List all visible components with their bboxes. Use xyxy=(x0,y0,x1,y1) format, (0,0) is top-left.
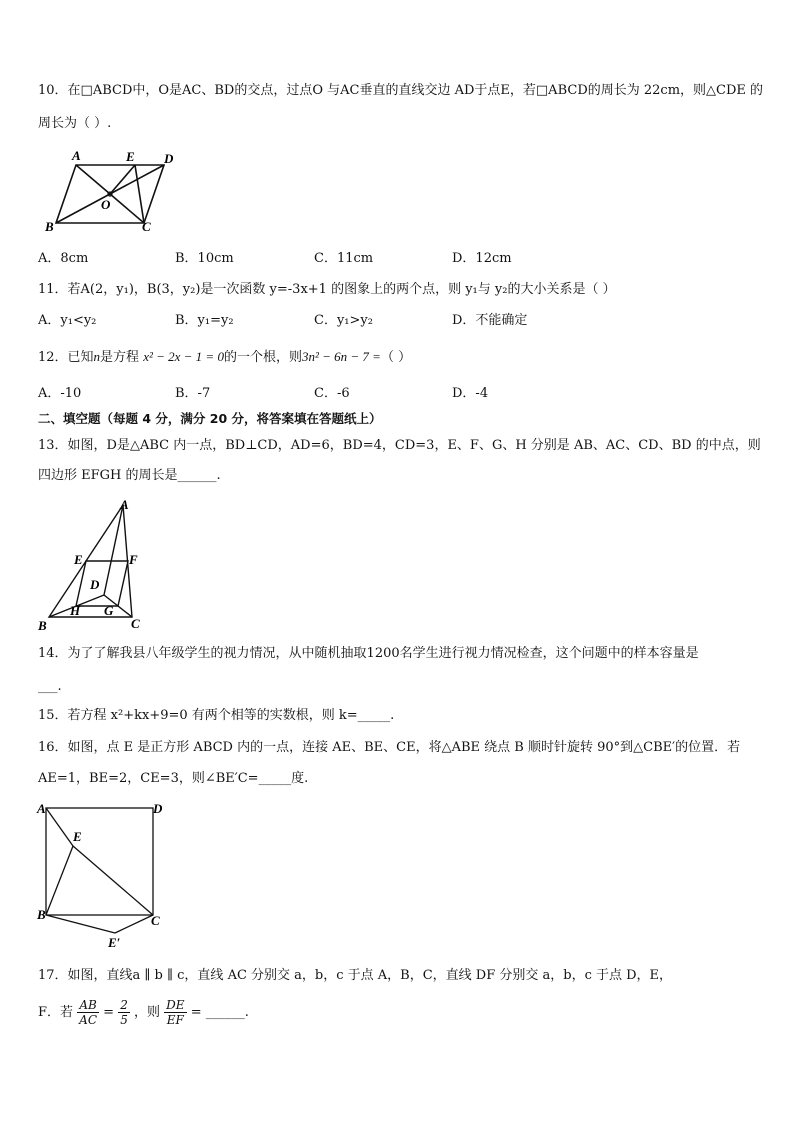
q10-label-b: B xyxy=(45,219,54,234)
q13-label-g: G xyxy=(104,603,114,618)
q11-text: 11．若A(2，y₁)，B(3，y₂)是一次函数 y=-3x+1 的图象上的两个点，则 y₁与 y₂的大小关系是（ ） xyxy=(38,282,616,297)
q10-line1: 10．在□ABCD中，O是AC、BD的交点，过点O 与AC垂直的直线交边 AD于点E，若□ABCD的周长为 22cm，则△CDE 的 xyxy=(38,83,764,98)
q10-segment-eo xyxy=(110,165,135,194)
q17-frac3-denominator: EF xyxy=(166,1013,184,1027)
q17-frac2-denominator: 5 xyxy=(120,1013,128,1027)
q13-quadrilateral-efgh xyxy=(76,561,128,606)
q16-square-figure xyxy=(36,797,166,957)
q16-label-b: B xyxy=(37,907,46,922)
q10-label-o: O xyxy=(101,197,111,212)
q13-label-c: C xyxy=(131,616,140,631)
q10-label-e: E xyxy=(126,149,135,164)
q17-fraction-de-ef xyxy=(164,998,186,1027)
q17-frac1-denominator: AC xyxy=(79,1013,98,1027)
q17-frac3-numerator: DE xyxy=(166,998,185,1012)
q14-line1: 14．为了了解我县八年级学生的视力情况，从中随机抽取1200名学生进行视力情况检查，这个问题中的样本容量是 xyxy=(38,646,699,661)
q10-segment-ec xyxy=(135,165,144,223)
q16-segment-ce-prime xyxy=(115,915,153,933)
q16-segment-be xyxy=(46,846,73,915)
q16-line2: AE=1，BE=2，CE=3，则∠BE′C=_____度. xyxy=(38,771,309,786)
q17-text-b: ，则 xyxy=(134,1005,161,1020)
q13-label-b: B xyxy=(38,618,47,633)
q16-segment-be-prime xyxy=(46,915,115,933)
q12-option-a: A．-10 xyxy=(38,386,82,401)
q13-line1: 13．如图，D是△ABC 内一点，BD⊥CD，AD=6，BD=4，CD=3，E、F、G、H 分别是 AB、AC、CD、BD 的中点，则 xyxy=(38,438,761,453)
q17-frac1-numerator: AB xyxy=(77,998,99,1013)
q12-equation-2: 3n² − 6n − 7 = xyxy=(301,349,381,364)
q16-square-abcd xyxy=(46,808,153,915)
q11-option-b: B．y₁=y₂ xyxy=(175,313,234,328)
q13-line2: 四边形 EFGH 的周长是______. xyxy=(38,468,221,483)
q13-label-a: A xyxy=(120,497,129,512)
q10-label-d: D xyxy=(164,151,174,166)
q16-segment-ce xyxy=(73,846,153,915)
q12-option-c: C．-6 xyxy=(314,386,350,401)
q12-text-c: 的一个根，则 xyxy=(223,350,302,365)
q16-label-d: D xyxy=(153,801,163,816)
q13-label-e: E xyxy=(74,552,83,567)
q13-triangle-figure xyxy=(36,495,151,635)
q10-parallelogram-figure xyxy=(40,145,190,235)
q15-text: 15．若方程 x²+kx+9=0 有两个相等的实数根，则 k=_____. xyxy=(38,708,395,723)
q10-label-a: A xyxy=(72,148,81,163)
q13-label-d: D xyxy=(90,577,100,592)
q12-text-b: 是方程 xyxy=(100,350,140,365)
q13-label-f: F xyxy=(129,552,138,567)
q10-label-c: C xyxy=(142,219,151,234)
section2-title: 二、填空题（每题 4 分，满分 20 分，将答案填在答题纸上） xyxy=(38,411,382,426)
q10-option-a: A．8cm xyxy=(38,251,89,266)
q12-option-b: B．-7 xyxy=(175,386,211,401)
q17-fraction-ab-ac xyxy=(77,998,99,1027)
q17-fraction-2-5 xyxy=(118,998,130,1027)
q12-var-n: n xyxy=(93,349,101,364)
q12-equation-1: x² − 2x − 1 = 0 xyxy=(143,349,224,364)
q17-line1: 17．如图，直线a ∥ b ∥ c，直线 AC 分别交 a，b，c 于点 A，B，C，直线 DF 分别交 a，b，c 于点 D，E， xyxy=(38,968,673,983)
q16-label-c: C xyxy=(151,913,160,928)
q12-text-d: （ ） xyxy=(380,350,412,365)
q11-option-a: A．y₁<y₂ xyxy=(38,313,97,328)
q16-label-e-prime: E′ xyxy=(108,935,121,950)
q16-label-a: A xyxy=(37,801,46,816)
q11-option-c: C．y₁>y₂ xyxy=(314,313,373,328)
q12-text-a: 12．已知 xyxy=(38,350,94,365)
q10-option-c: C．11cm xyxy=(314,251,374,266)
q12-text xyxy=(38,348,411,367)
q10-option-d: D．12cm xyxy=(452,251,512,266)
q17-line2 xyxy=(38,996,249,1030)
q10-line2: 周长为（ ）. xyxy=(38,116,112,131)
q17-text-c: = ______. xyxy=(190,1005,249,1020)
q16-line1: 16．如图，点 E 是正方形 ABCD 内的一点，连接 AE、BE、CE，将△ABE 绕点 B 顺时针旋转 90°到△CBE′的位置．若 xyxy=(38,740,741,755)
q17-frac2-numerator: 2 xyxy=(120,998,128,1012)
q12-option-d: D．-4 xyxy=(452,386,489,401)
q14-line2: ___. xyxy=(38,679,62,694)
q16-segment-ae xyxy=(46,808,73,846)
q16-label-e: E xyxy=(73,829,82,844)
q13-label-h: H xyxy=(70,603,81,618)
q10-option-b: B．10cm xyxy=(175,251,234,266)
q17-text-a: F．若 xyxy=(38,1005,74,1020)
q11-option-d: D．不能确定 xyxy=(452,313,528,328)
q17-equals: = xyxy=(103,1005,115,1020)
